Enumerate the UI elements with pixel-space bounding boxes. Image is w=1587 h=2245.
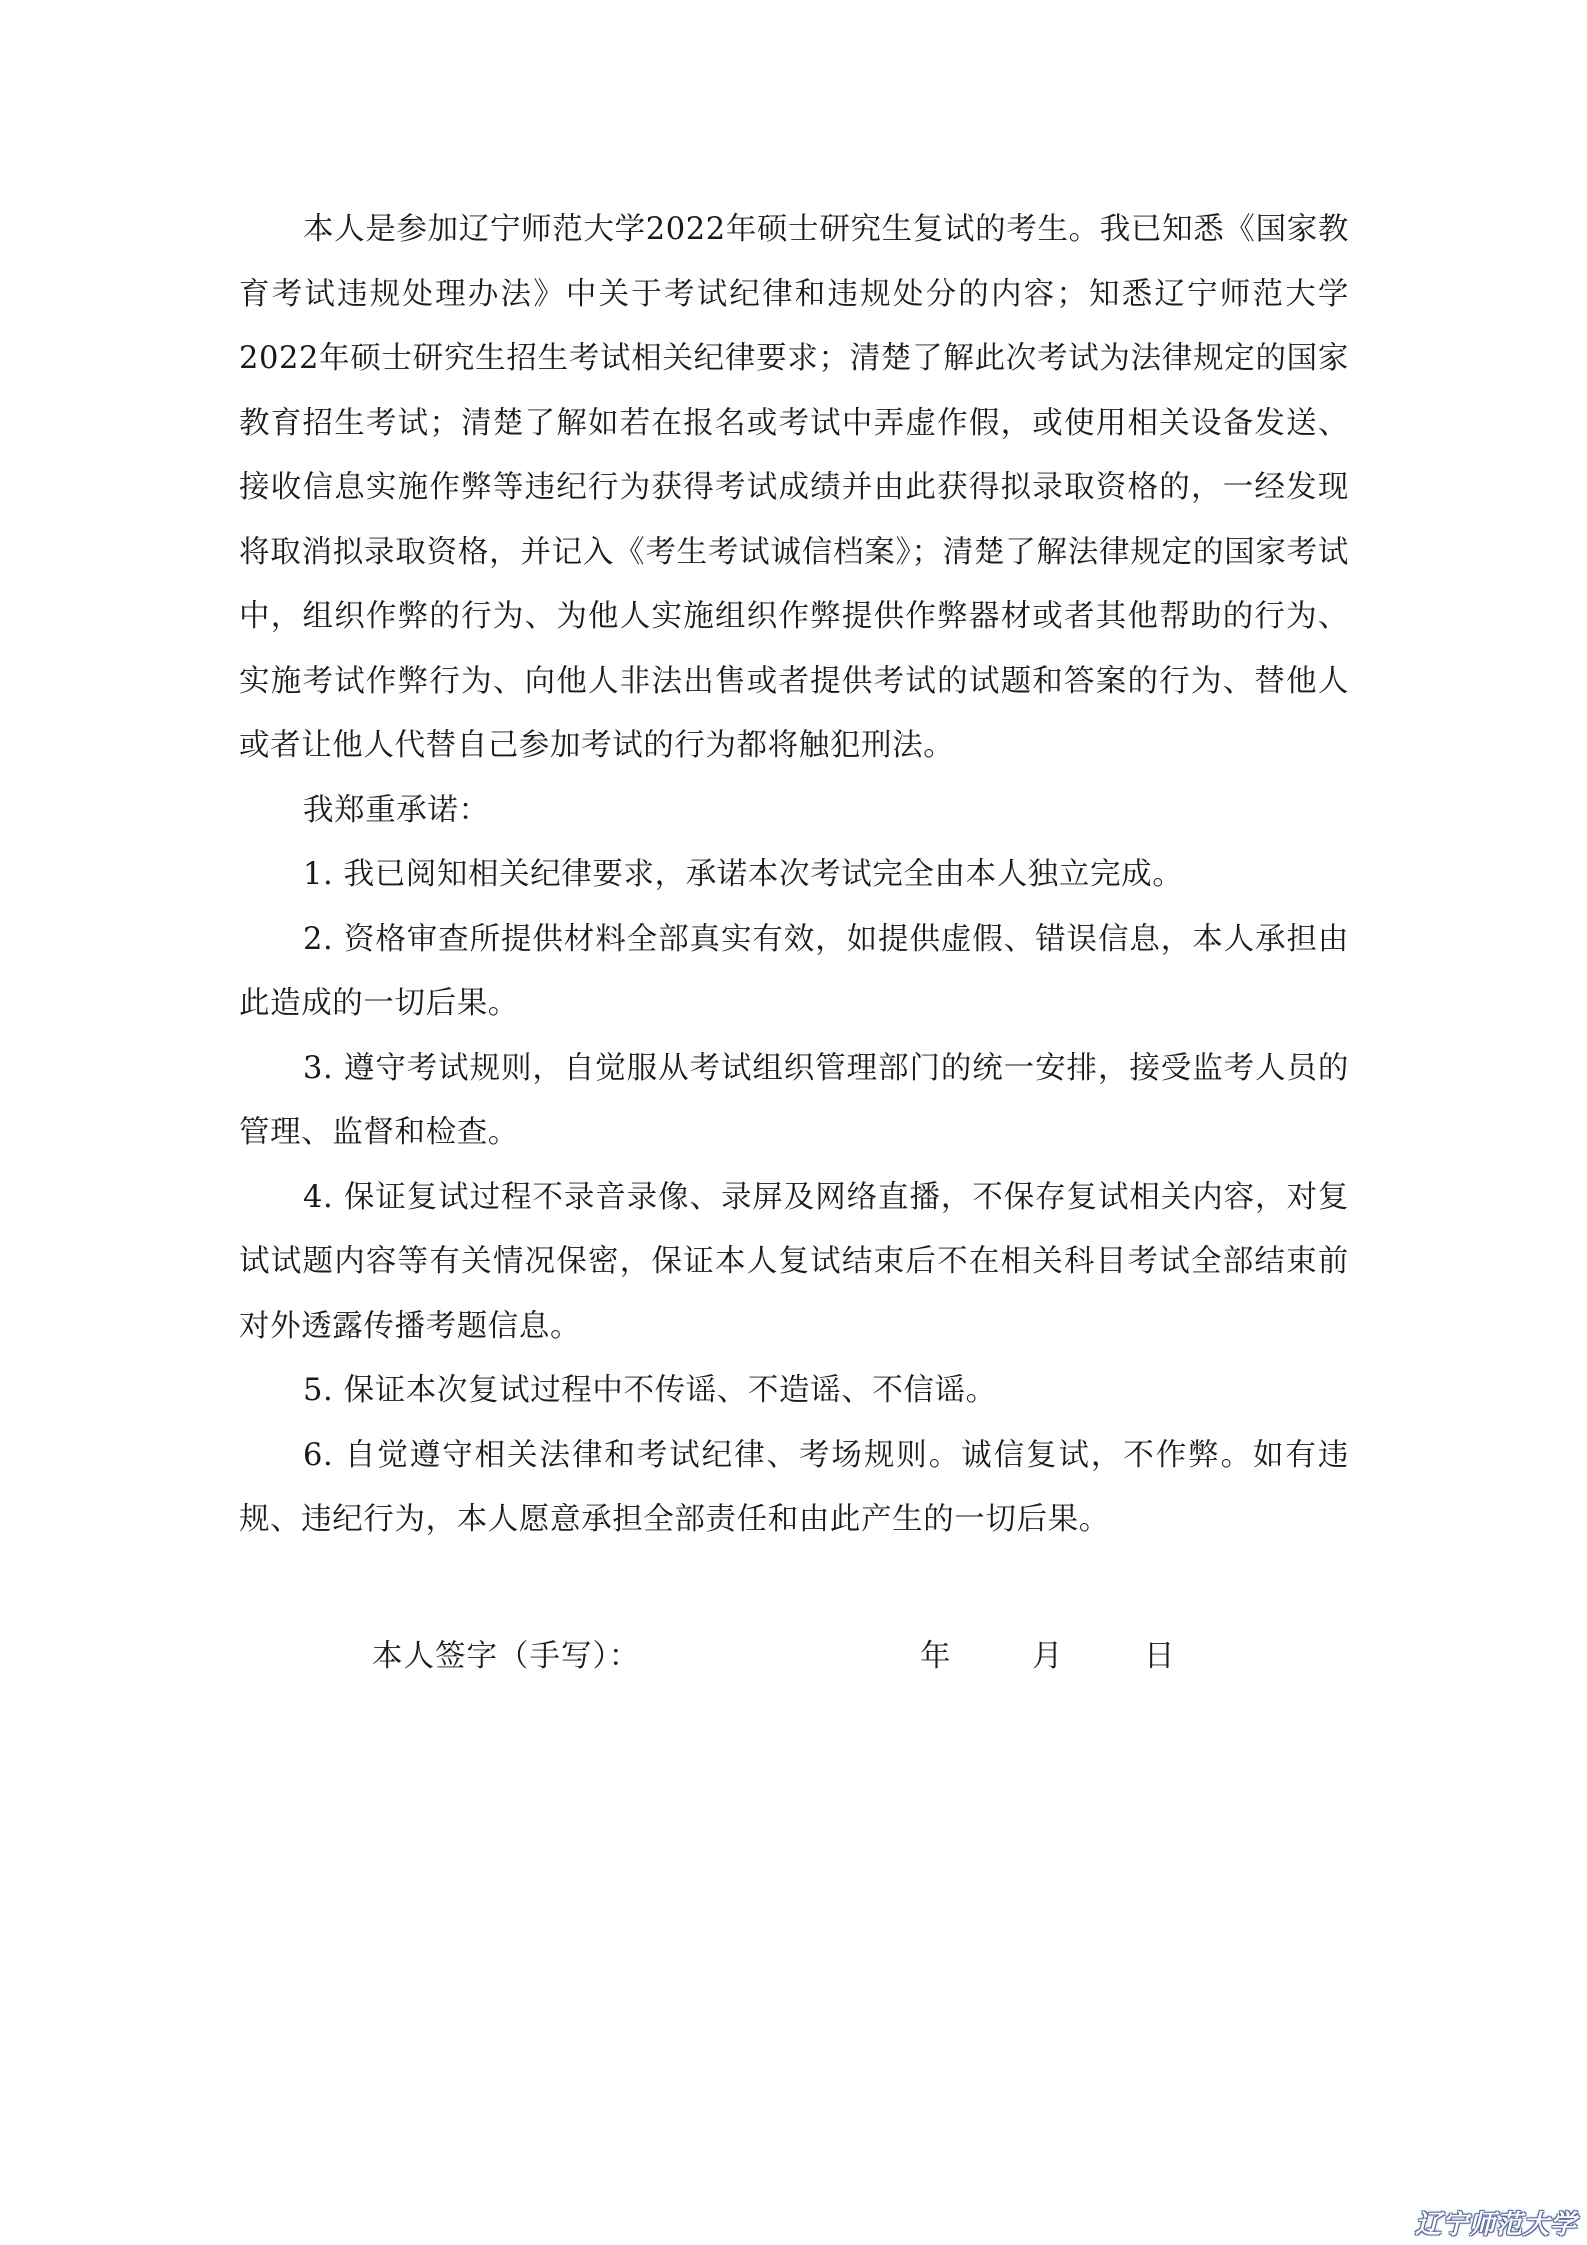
university-watermark: 辽宁师范大学 bbox=[1414, 2210, 1577, 2240]
date-year-label: 年 bbox=[920, 1639, 952, 1674]
pledge-item-6: 6. 自觉遵守相关法律和考试纪律、考场规则。诚信复试，不作弊。如有违规、违纪行为，本人愿意承担全部责任和由此产生的一切后果。 bbox=[239, 1437, 1349, 1537]
intro-paragraph: 本人是参加辽宁师范大学2022年硕士研究生复试的考生。我已知悉《国家教育考试违规处理办法》中关于考试纪律和违规处分的内容；知悉辽宁师范大学2022年硕士研究生招生考试相关纪律要求；清楚了解此次考试为法律规定的国家教育招生考试；清楚了解如若在报名或考试中弄虚作假，或使用相关设备发送、接收信息实施作弊等违纪行为获得考试成绩并由此获得拟录取资格的，一经发现将取消拟录取资格，并记入《考生考试诚信档案》；清楚了解法律规定的国家考试中，组织作弊的行为、为他人实施组织作弊提供作弊器材或者其他帮助的行为、实施考试作弊行为、向他人非法出售或者提供考试的试题和答案的行为、替他人或者让他人代替自己参加考试的行为都将触犯刑法。 bbox=[239, 212, 1349, 763]
pledge-body bbox=[239, 198, 1349, 1553]
pledge-item-3: 3. 遵守考试规则，自觉服从考试组织管理部门的统一安排，接受监考人员的管理、监督和检查。 bbox=[239, 1050, 1349, 1150]
signature-row bbox=[372, 1632, 1372, 1682]
date-day-label: 日 bbox=[1144, 1639, 1176, 1674]
pledge-item-4: 4. 保证复试过程不录音录像、录屏及网络直播，不保存复试相关内容，对复试试题内容等有关情况保密，保证本人复试结束后不在相关科目考试全部结束前对外透露传播考题信息。 bbox=[239, 1179, 1349, 1344]
pledge-item-2: 2. 资格审查所提供材料全部真实有效，如提供虚假、错误信息，本人承担由此造成的一切后果。 bbox=[239, 921, 1349, 1021]
signature-label: 本人签字（手写）： bbox=[372, 1639, 641, 1674]
pledge-heading: 我郑重承诺： bbox=[303, 792, 490, 828]
date-month-label: 月 bbox=[1032, 1639, 1064, 1674]
pledge-item-1: 1. 我已阅知相关纪律要求，承诺本次考试完全由本人独立完成。 bbox=[303, 857, 1184, 892]
pledge-item-5: 5. 保证本次复试过程中不传谣、不造谣、不信谣。 bbox=[303, 1373, 997, 1408]
